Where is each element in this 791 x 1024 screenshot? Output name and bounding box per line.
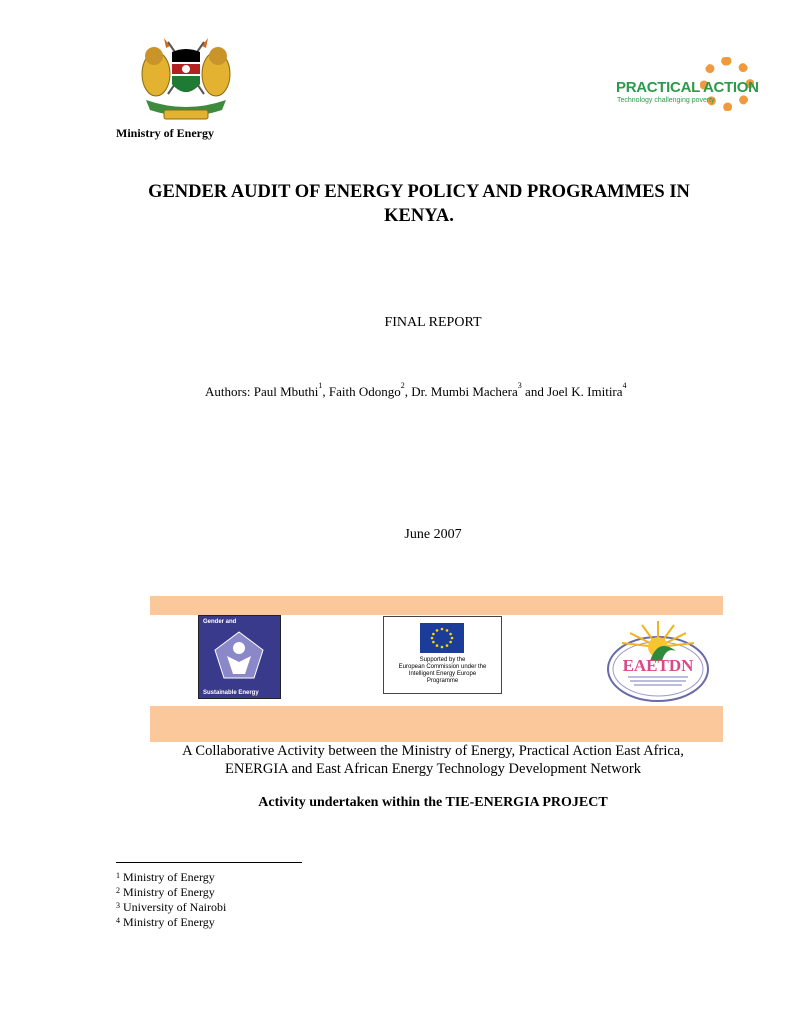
collaboration-line-2: ENERGIA and East African Energy Technology Development Network [224, 761, 642, 777]
author-footnote-ref: 3 [517, 381, 522, 390]
footnote-item [116, 915, 226, 930]
footnote-number: 3 [116, 901, 120, 910]
report-date: June 2007 [404, 527, 462, 542]
footnote-text: Ministry of Energy [123, 870, 215, 884]
practical-action-name: PRACTICAL ACTION [616, 79, 759, 96]
partner-band-bottom [150, 706, 723, 742]
authors-line [205, 381, 627, 400]
eu-flag-icon [420, 623, 464, 653]
activity-note: Activity undertaken within the TIE-ENERGIA PROJECT [258, 795, 608, 810]
gender-sustainable-energy-logo [198, 615, 281, 699]
practical-action-logo [614, 57, 759, 119]
author-separator: and [521, 384, 548, 399]
kenya-coat-of-arms-logo [138, 34, 234, 126]
collaboration-line-1: A Collaborative Activity between the Ministry of Energy, Practical Action East Africa, [182, 743, 684, 759]
footnote-number: 2 [116, 886, 120, 895]
author-footnote-ref: 2 [400, 381, 405, 390]
footnote-item [116, 885, 226, 900]
eu-text-line-4: Programme [426, 678, 459, 684]
practical-action-tagline: Technology challenging poverty [617, 97, 715, 104]
eu-intelligent-energy-logo [383, 616, 502, 694]
footnote-item [116, 900, 226, 915]
eu-text-line-3: Intelligent Energy Europe [408, 671, 477, 677]
author-separator: , [322, 384, 329, 399]
footnote-text: Ministry of Energy [123, 915, 215, 929]
gse-logo-top-text: Gender and [203, 619, 237, 625]
report-title-line-1: GENDER AUDIT OF ENERGY POLICY AND PROGRAMMES IN [148, 182, 690, 202]
collaboration-statement [0, 742, 791, 778]
author-name: Faith Odongo [328, 384, 401, 399]
footnote-number: 4 [116, 916, 120, 925]
eu-logo-text [386, 657, 499, 685]
ministry-label: Ministry of Energy [116, 126, 214, 140]
report-title-line-2: KENYA. [384, 206, 454, 226]
partner-band-top [150, 596, 723, 615]
footnote-rule [116, 862, 302, 863]
footnote-text: University of Nairobi [123, 900, 227, 914]
gse-figure-icon [211, 628, 267, 684]
report-title [100, 180, 738, 228]
footnote-item [116, 870, 226, 885]
report-type: FINAL REPORT [384, 315, 482, 330]
author-footnote-ref: 1 [318, 381, 323, 390]
authors-prefix: Authors: [205, 384, 254, 399]
eaetdn-logo-text: EAETDN [622, 656, 694, 675]
footnote-text: Ministry of Energy [123, 885, 215, 899]
eu-text-line-1: Supported by the [419, 657, 466, 663]
author-name: Joel K. Imitira [547, 384, 623, 399]
author-separator: , [404, 384, 412, 399]
eu-text-line-2: European Commission under the [398, 664, 487, 670]
gse-logo-bottom-text: Sustainable Energy [203, 690, 259, 696]
footnote-number: 1 [116, 871, 120, 880]
author-name: Dr. Mumbi Machera [411, 384, 518, 399]
author-name: Paul Mbuthi [253, 384, 319, 399]
footnotes [116, 870, 226, 930]
author-footnote-ref: 4 [622, 381, 627, 390]
eaetdn-logo [606, 617, 711, 703]
